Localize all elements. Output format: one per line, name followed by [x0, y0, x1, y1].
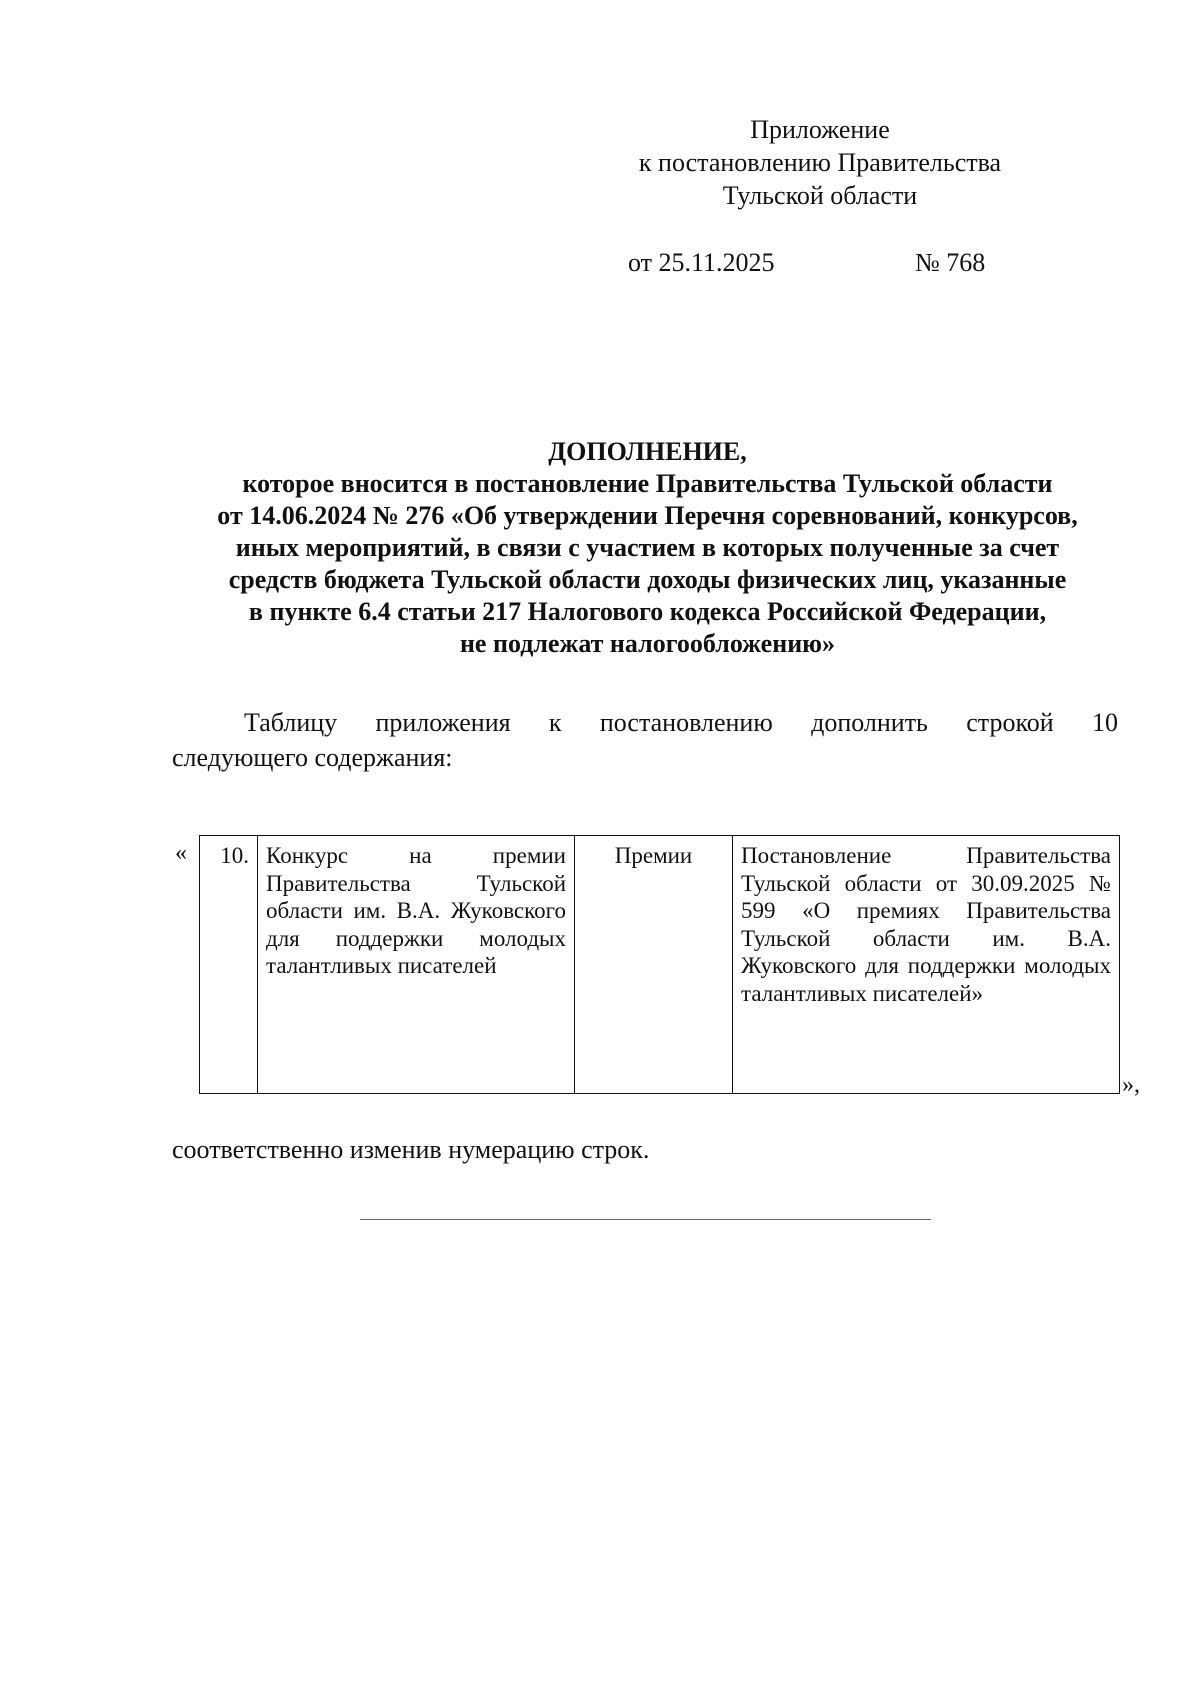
event-name-cell: Конкурс на премии Правительства Тульской области им. В.А. Жуковского для поддержки молодых талантливых писателей: [258, 836, 575, 1094]
resolution-number: № 768: [915, 248, 986, 277]
intro-paragraph: [172, 705, 1118, 775]
table-row: [200, 836, 1120, 1094]
event-type-cell: Премии: [575, 836, 733, 1094]
legal-basis-cell: Постановление Правительства Тульской области от 30.09.2025 № 599 «О премиях Правительства Тульской области им. В.А. Жуковского для поддержки молодых талантливых писателей»: [733, 836, 1120, 1094]
title-line: ДОПОЛНЕНИЕ,: [548, 437, 747, 466]
title-line: средств бюджета Тульской области доходы физических лиц, указанные: [228, 565, 1067, 594]
title-line: которое вносится в постановление Правительства Тульской области: [242, 469, 1053, 498]
title-line: не подлежат налогообложению»: [459, 629, 836, 658]
appendix-reference: к постановлению Правительства: [638, 148, 1002, 177]
appendix-label: Приложение: [750, 115, 890, 144]
resolution-date: от 25.11.2025: [628, 248, 775, 277]
closing-quote: »,: [1122, 1072, 1140, 1098]
document-title: [160, 436, 1135, 660]
intro-line-2: следующего содержания:: [172, 743, 453, 772]
opening-quote: «: [175, 840, 187, 866]
closing-text: соответственно изменив нумерацию строк.: [172, 1135, 650, 1164]
title-line: иных мероприятий, в связи с участием в которых полученные за счет: [235, 533, 1060, 562]
title-line: в пункте 6.4 статьи 217 Налогового кодекса Российской Федерации,: [248, 597, 1047, 626]
row-number-cell: 10.: [200, 836, 258, 1094]
title-line: от 14.06.2024 № 276 «Об утверждении Перечня соревнований, конкурсов,: [217, 501, 1078, 530]
appendix-region: Тульской области: [722, 181, 918, 210]
addition-table: [199, 835, 1120, 1094]
intro-line-1: Таблицу приложения к постановлению дополнить строкой 10: [244, 708, 1118, 737]
appendix-header: [600, 113, 1040, 212]
separator-line: [360, 1219, 931, 1220]
